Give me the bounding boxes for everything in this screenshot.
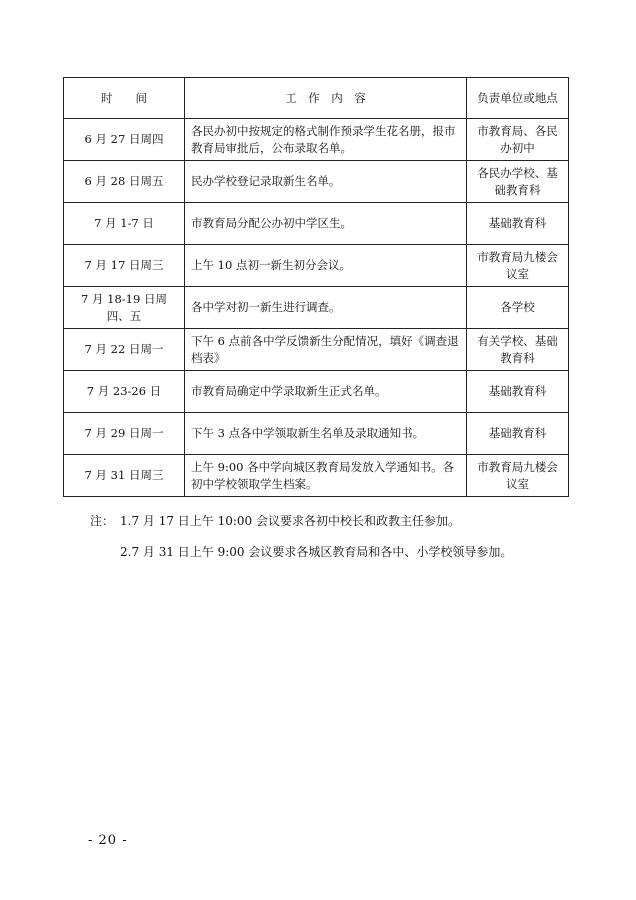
cell-time: 6 月 27 日周四: [64, 119, 185, 161]
cell-unit: 各民办学校、基础教育科: [467, 161, 569, 203]
cell-content: 市教育局确定中学录取新生正式名单。: [185, 371, 467, 413]
cell-unit: 市教育局九楼会议室: [467, 245, 569, 287]
header-unit: 负责单位或地点: [467, 78, 569, 119]
table-row: [64, 413, 569, 455]
cell-time: 7 月 1-7 日: [64, 203, 185, 245]
table-row: [64, 287, 569, 329]
cell-unit: 市教育局九楼会议室: [467, 455, 569, 497]
cell-unit: 基础教育科: [467, 203, 569, 245]
cell-content: 市教育局分配公办初中学区生。: [185, 203, 467, 245]
header-content: 工 作 内 容: [185, 78, 467, 119]
schedule-table: [63, 77, 569, 497]
table-row: [64, 161, 569, 203]
cell-content: 上午 9:00 各中学向城区教育局发放入学通知书。各初中学校领取学生档案。: [185, 455, 467, 497]
notes-section: [90, 510, 512, 563]
cell-time: 7 月 31 日周三: [64, 455, 185, 497]
cell-unit: 市教育局、各民办初中: [467, 119, 569, 161]
table-row: [64, 203, 569, 245]
cell-time: 7 月 22 日周一: [64, 329, 185, 371]
cell-time: 6 月 28 日周五: [64, 161, 185, 203]
cell-content: 各民办初中按规定的格式制作预录学生花名册，报市教育局审批后，公布录取名单。: [185, 119, 467, 161]
cell-time: 7 月 23-26 日: [64, 371, 185, 413]
cell-content: 下午 6 点前各中学反馈新生分配情况，填好《调查退档表》: [185, 329, 467, 371]
note-line-1: 注： 1.7 月 17 日上午 10:00 会议要求各初中校长和政教主任参加。: [90, 514, 461, 528]
cell-content: 各中学对初一新生进行调查。: [185, 287, 467, 329]
cell-unit: 各学校: [467, 287, 569, 329]
note-line-2: 2.7 月 31 日上午 9:00 会议要求各城区教育局和各中、小学校领导参加。: [120, 545, 513, 559]
table-row: [64, 329, 569, 371]
cell-unit: 有关学校、基础教育科: [467, 329, 569, 371]
table-header-row: [64, 78, 569, 119]
cell-time: 7 月 18-19 日周四、五: [64, 287, 185, 329]
table-row: [64, 245, 569, 287]
cell-content: 民办学校登记录取新生名单。: [185, 161, 467, 203]
cell-content: 下午 3 点各中学领取新生名单及录取通知书。: [185, 413, 467, 455]
table-row: [64, 455, 569, 497]
header-time: 时 间: [64, 78, 185, 119]
cell-time: 7 月 29 日周一: [64, 413, 185, 455]
cell-time: 7 月 17 日周三: [64, 245, 185, 287]
cell-unit: 基础教育科: [467, 413, 569, 455]
table-row: [64, 371, 569, 413]
cell-content: 上午 10 点初一新生初分会议。: [185, 245, 467, 287]
table-row: [64, 119, 569, 161]
page-number: - 20 -: [88, 833, 128, 848]
cell-unit: 基础教育科: [467, 371, 569, 413]
